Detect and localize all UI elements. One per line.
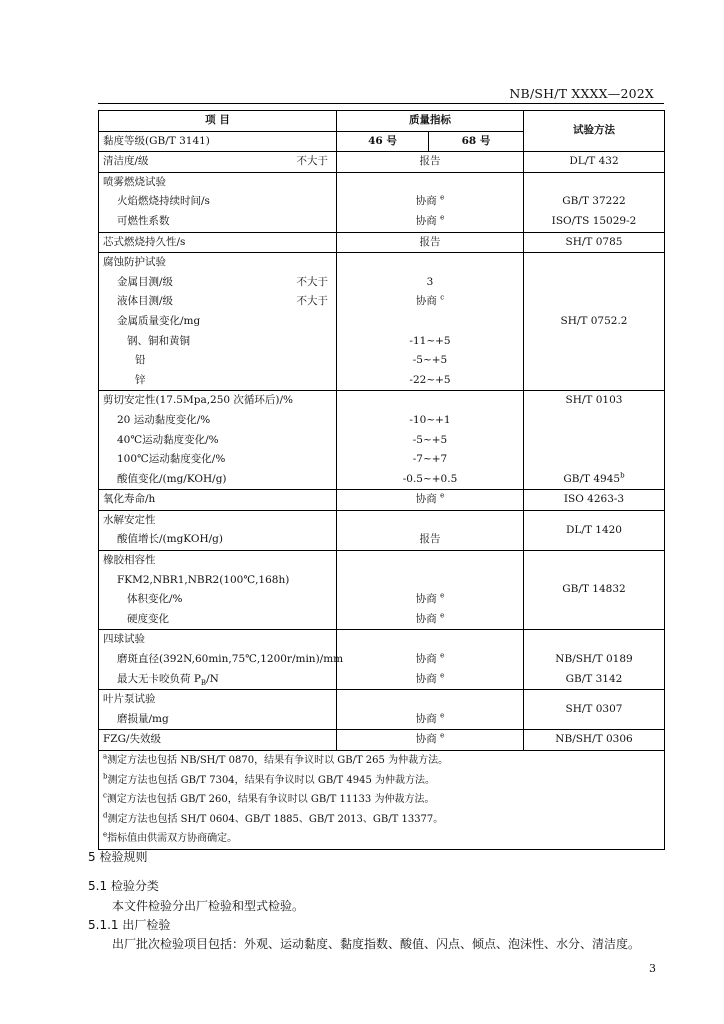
table-row: [99, 232, 665, 253]
section-5-1-1-text: 出厂批次检验项目包括：外观、运动黏度、黏度指数、酸值、闪点、倾点、泡沫性、水分、清洁度。: [112, 937, 641, 951]
grade-68: 68 号: [429, 131, 524, 152]
table-row: [99, 253, 665, 391]
corrosion-values: 3 协商 $^c$ -11~+5 -5~+5 -22~+5: [337, 253, 524, 391]
section-5-1-heading: 5.1 检验分类: [88, 879, 159, 893]
vane-items: 叶片泵试验 磨损量/mg: [99, 690, 337, 730]
table-row: [99, 510, 665, 550]
shear-values: -10~+1 -5~+5 -7~+7 -0.5~+0.5: [337, 391, 524, 490]
shear-items: 剪切安定性(17.5Mpa,250 次循环后)/% 20 运动黏度变化/% 40℃运动黏度变化/% 100℃运动黏度变化/% 酸值变化/(mg/KOH/g): [99, 391, 337, 490]
vane-value: 协商 $^e$: [337, 690, 524, 730]
table-row: [99, 172, 665, 232]
header-rule: [98, 103, 664, 104]
table-row: [99, 551, 665, 630]
notes-row: [99, 751, 665, 850]
oxidation-method: ISO 4263-3: [524, 490, 665, 511]
cleanliness-value: 报告: [337, 152, 524, 173]
note-b: $^b$测定方法也包括 GB/T 7304，结果有争议时以 GB/T 4945 为仲裁方法。: [103, 772, 436, 786]
item-header: 项 目: [99, 111, 337, 132]
hydrolysis-method: DL/T 1420: [524, 510, 665, 550]
corrosion-methods: SH/T 0752.2: [524, 253, 665, 391]
spray-items: 喷雾燃烧试验 火焰燃烧持续时间/s 可燃性系数: [99, 172, 337, 232]
method-header: 试验方法: [524, 111, 665, 152]
table-notes: [99, 751, 665, 850]
spray-methods: GB/T 37222 ISO/TS 15029-2: [524, 172, 665, 232]
fourball-values: 协商 $^e$ 协商 $^e$: [337, 630, 524, 690]
rubber-items: 橡胶相容性 FKM2,NBR1,NBR2(100℃,168h) 体积变化/% 硬度变化: [99, 551, 337, 630]
vane-method: SH/T 0307: [524, 690, 665, 730]
section-5-1-1-heading: 5.1.1 出厂检验: [88, 918, 171, 932]
wick-method: SH/T 0785: [524, 232, 665, 253]
fzg-value: 协商 $^e$: [337, 730, 524, 751]
grade-label: 黏度等级(GB/T 3141): [99, 131, 337, 152]
page-number: 3: [649, 962, 656, 975]
section-5-heading: 5 检验规则: [88, 850, 148, 864]
fourball-items: 四球试验 磨斑直径(392N,60min,75℃,1200r/min)/mm 最大无卡咬负荷 $P_B/N$: [99, 630, 337, 690]
hydrolysis-items: 水解安定性 酸值增长/(mgKOH/g): [99, 510, 337, 550]
fzg-method: NB/SH/T 0306: [524, 730, 665, 751]
fourball-methods: NB/SH/T 0189 GB/T 3142: [524, 630, 665, 690]
table-row: [99, 690, 665, 730]
table-row: [99, 490, 665, 511]
section-5-1-text: 本文件检验分出厂检验和型式检验。: [112, 899, 305, 913]
rubber-method: GB/T 14832: [524, 551, 665, 630]
note-a: $^a$测定方法也包括 NB/SH/T 0870，结果有争议时以 GB/T 265 为仲裁方法。: [103, 752, 449, 766]
shear-methods: SH/T 0103 GB/T 4945$^b$: [524, 391, 665, 490]
spray-values: 协商 $^e$ 协商 $^e$: [337, 172, 524, 232]
table-row: [99, 630, 665, 690]
wick-value: 报告: [337, 232, 524, 253]
hydrolysis-value: 报告: [337, 510, 524, 550]
note-e: $^e$指标值由供需双方协商确定。: [103, 831, 238, 845]
cleanliness-method: DL/T 432: [524, 152, 665, 173]
table-row: [99, 730, 665, 751]
standard-code: NB/SH/T XXXX—202X: [509, 86, 654, 101]
corrosion-items: 腐蚀防护试验 金属目测/级 不大于 液体目测/级 不大于 金属质量变化/mg 钢、铜和黄铜 铅 锌: [99, 253, 337, 391]
table-row: [99, 152, 665, 173]
table-header-row: [99, 111, 665, 132]
grade-46: 46 号: [337, 131, 429, 152]
rubber-values: 协商 $^e$ 协商 $^e$: [337, 551, 524, 630]
note-c: $^c$测定方法也包括 GB/T 260，结果有争议时以 GB/T 11133 为仲裁方法。: [103, 791, 435, 806]
spec-table: [98, 110, 665, 850]
note-d: $^d$测定方法也包括 SH/T 0604、GB/T 1885、GB/T 2013、GB/T 13377。: [103, 811, 444, 825]
oxidation-label: 氧化寿命/h: [99, 490, 337, 511]
wick-label: 芯式燃烧持久性/s: [99, 232, 337, 253]
oxidation-value: 协商 $^e$: [337, 490, 524, 511]
table-row: [99, 391, 665, 490]
quality-header: 质量指标: [337, 111, 524, 132]
cleanliness-label: 清洁度/级 不大于: [99, 152, 337, 173]
fzg-label: FZG/失效级: [99, 730, 337, 751]
